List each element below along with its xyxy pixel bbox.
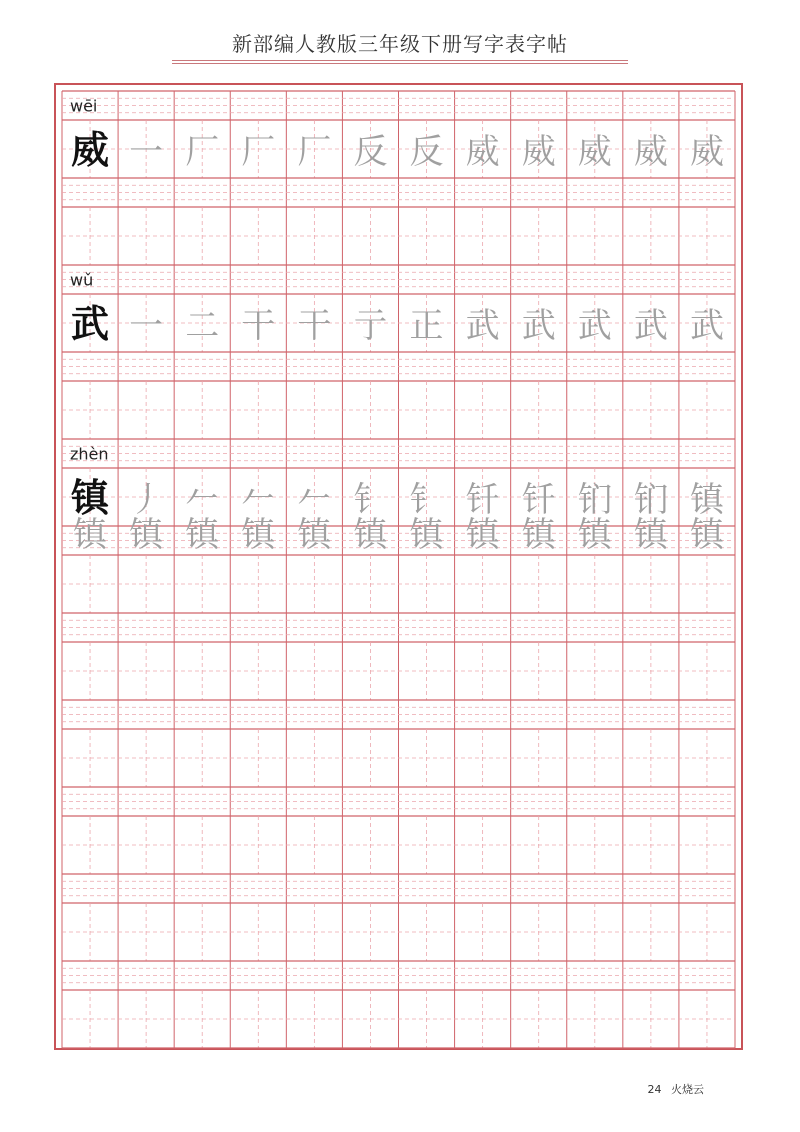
- stroke-order-character: 二: [185, 306, 220, 346]
- stroke-order-character: 丿: [129, 480, 164, 520]
- stroke-order-character: 威: [689, 132, 724, 172]
- stroke-order-character: 钅: [353, 480, 388, 520]
- stroke-order-character: 反: [409, 132, 444, 172]
- stroke-order-character: 厂: [297, 132, 332, 172]
- model-character: 威: [71, 128, 110, 172]
- trace-character: 镇: [129, 515, 164, 555]
- stroke-order-character: 干: [241, 306, 276, 346]
- trace-character: 镇: [465, 515, 500, 555]
- stroke-order-character: 钔: [633, 480, 668, 520]
- footer-label: 火烧云: [671, 1083, 704, 1096]
- pinyin-label: wēi: [70, 96, 98, 116]
- stroke-order-character: 一: [129, 132, 164, 172]
- stroke-order-character: 威: [633, 132, 668, 172]
- stroke-order-character: 𠂉: [241, 480, 276, 520]
- pinyin-label: wǔ: [70, 270, 94, 290]
- page-number: 24: [647, 1083, 662, 1096]
- stroke-order-character: 威: [465, 132, 500, 172]
- stroke-order-character: 武: [633, 306, 668, 346]
- stroke-order-character: 钎: [521, 480, 556, 520]
- trace-character: 镇: [73, 515, 108, 555]
- trace-character: 镇: [185, 515, 220, 555]
- stroke-order-character: 武: [521, 306, 556, 346]
- model-character: 镇: [71, 476, 110, 520]
- stroke-order-character: 钔: [577, 480, 612, 520]
- trace-character: 镇: [353, 515, 388, 555]
- stroke-order-character: 一: [129, 306, 164, 346]
- stroke-order-character: 钅: [409, 480, 444, 520]
- stroke-order-character: 亍: [353, 306, 388, 346]
- stroke-order-character: 反: [353, 132, 388, 172]
- stroke-order-character: 镇: [689, 480, 724, 520]
- trace-character: 镇: [577, 515, 612, 555]
- pinyin-label: zhèn: [70, 444, 109, 464]
- stroke-order-character: 𠂉: [185, 480, 220, 520]
- stroke-order-character: 𠂉: [297, 480, 332, 520]
- trace-character: 镇: [241, 515, 276, 555]
- trace-character: 镇: [633, 515, 668, 555]
- trace-character: 镇: [521, 515, 556, 555]
- trace-character: 镇: [409, 515, 444, 555]
- stroke-order-character: 正: [409, 306, 444, 346]
- stroke-order-character: 钎: [465, 480, 500, 520]
- stroke-order-character: 威: [577, 132, 612, 172]
- stroke-order-character: 武: [465, 306, 500, 346]
- stroke-order-character: 武: [689, 306, 724, 346]
- stroke-order-character: 厂: [185, 132, 220, 172]
- stroke-order-character: 武: [577, 306, 612, 346]
- stroke-order-character: 威: [521, 132, 556, 172]
- trace-character: 镇: [297, 515, 332, 555]
- model-character: 武: [71, 302, 110, 346]
- stroke-order-character: 干: [297, 306, 332, 346]
- page-footer: [642, 1081, 705, 1097]
- page-title: 新部编人教版三年级下册写字表字帖: [232, 32, 568, 56]
- stroke-order-character: 厂: [241, 132, 276, 172]
- trace-character: 镇: [689, 515, 724, 555]
